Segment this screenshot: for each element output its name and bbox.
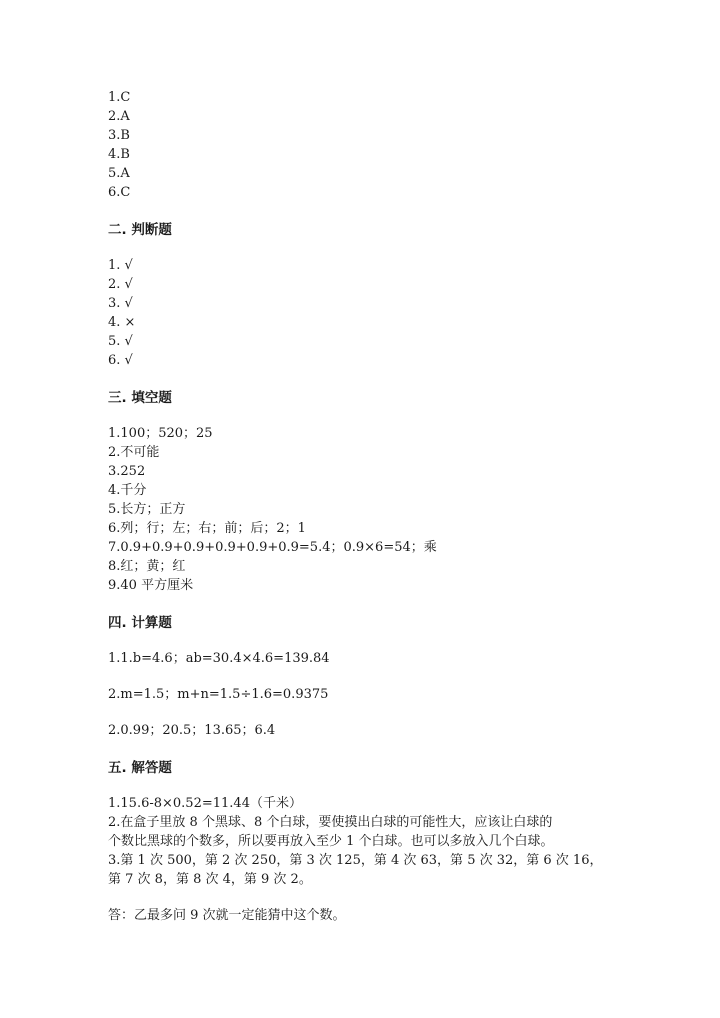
word-problem-answer-2-line-1: 2.在盒子里放 8 个黑球、8 个白球，要使摸出白球的可能性大，应该让白球的 [108, 815, 553, 830]
word-problem-answer-2-line-2: 个数比黑球的个数多，所以要再放入至少 1 个白球。也可以多放入几个白球。 [108, 834, 554, 849]
word-problem-answer-3-line-2: 第 7 次 8，第 8 次 4，第 9 次 2。 [108, 872, 312, 887]
word-problem-answers [108, 794, 608, 925]
true-false-answer-6: 6. √ [108, 353, 133, 368]
fill-blank-answer-3: 3.252 [108, 464, 146, 479]
fill-blank-answer-9: 9.40 平方厘米 [108, 578, 194, 593]
section-heading-true-false: 二. 判断题 [108, 222, 172, 238]
true-false-answers [108, 256, 608, 370]
fill-blank-answer-1: 1.100；520；25 [108, 426, 213, 441]
word-problem-final-answer: 答：乙最多问 9 次就一定能猜中这个数。 [108, 908, 346, 923]
fill-blank-answer-2: 2.不可能 [108, 445, 160, 460]
fill-blank-answer-5: 5.长方；正方 [108, 502, 186, 517]
section-heading-fill-blank: 三. 填空题 [108, 390, 172, 406]
fill-blank-answer-4: 4.千分 [108, 483, 147, 498]
true-false-answer-2: 2. √ [108, 277, 133, 292]
calculation-answer-1: 1.1.b=4.6；ab=30.4×4.6=139.84 [108, 651, 330, 666]
choice-answers [108, 88, 608, 202]
section-heading-word-problems: 五. 解答题 [108, 760, 172, 776]
word-problem-answer-1: 1.15.6-8×0.52=11.44（千米） [108, 796, 302, 811]
fill-blank-answers [108, 424, 608, 595]
fill-blank-answer-8: 8.红；黄；红 [108, 559, 186, 574]
fill-blank-answer-6: 6.列；行；左；右；前；后；2；1 [108, 521, 306, 536]
calculation-answer-3: 2.0.99；20.5；13.65；6.4 [108, 723, 276, 738]
word-problem-answer-3-line-1: 3.第 1 次 500，第 2 次 250，第 3 次 125，第 4 次 63，第 5 次 32，第 6 次 16， [108, 853, 603, 868]
true-false-answer-5: 5. √ [108, 334, 133, 349]
choice-answer-5: 5.A [108, 166, 130, 181]
true-false-answer-4: 4. × [108, 315, 136, 330]
answer-document [108, 88, 608, 925]
true-false-answer-3: 3. √ [108, 296, 133, 311]
choice-answer-2: 2.A [108, 109, 130, 124]
section-heading-calculation: 四. 计算题 [108, 615, 172, 631]
calculation-answers [108, 649, 608, 740]
calculation-answer-2: 2.m=1.5；m+n=1.5÷1.6=0.9375 [108, 687, 329, 702]
true-false-answer-1: 1. √ [108, 258, 133, 273]
choice-answer-6: 6.C [108, 185, 131, 200]
choice-answer-4: 4.B [108, 147, 130, 162]
choice-answer-3: 3.B [108, 128, 130, 143]
choice-answer-1: 1.C [108, 90, 131, 105]
fill-blank-answer-7: 7.0.9+0.9+0.9+0.9+0.9+0.9=5.4；0.9×6=54；乘 [108, 540, 437, 555]
